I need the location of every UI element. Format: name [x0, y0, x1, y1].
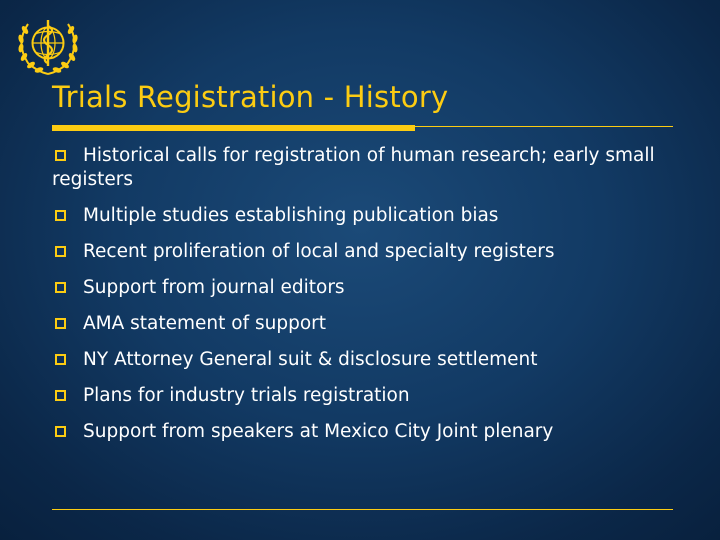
bullet-text: Recent proliferation of local and specialty registers	[83, 241, 555, 262]
bullet-item	[52, 240, 672, 264]
title-underline-thin	[415, 126, 673, 127]
title-underline-thick	[52, 125, 415, 131]
bullet-item	[52, 204, 672, 228]
bullet-item	[52, 276, 672, 300]
bullet-text: Multiple studies establishing publication bias	[83, 205, 499, 226]
bullet-text: NY Attorney General suit & disclosure settlement	[83, 349, 538, 370]
bullet-list	[52, 144, 672, 456]
hollow-square-icon	[55, 426, 66, 437]
footer-divider	[52, 509, 673, 510]
bullet-text: Support from journal editors	[83, 277, 345, 298]
bullet-item	[52, 384, 672, 408]
hollow-square-icon	[55, 354, 66, 365]
hollow-square-icon	[55, 390, 66, 401]
bullet-item	[52, 348, 672, 372]
hollow-square-icon	[55, 150, 66, 161]
bullet-text: Plans for industry trials registration	[83, 385, 410, 406]
hollow-square-icon	[55, 210, 66, 221]
bullet-text: Support from speakers at Mexico City Joint plenary	[83, 421, 554, 442]
hollow-square-icon	[55, 246, 66, 257]
bullet-item	[52, 144, 672, 192]
who-emblem-icon	[11, 12, 85, 78]
hollow-square-icon	[55, 318, 66, 329]
bullet-text: Historical calls for registration of human research; early small registers	[52, 145, 655, 190]
bullet-text: AMA statement of support	[83, 313, 327, 334]
bullet-item	[52, 420, 672, 444]
bullet-item	[52, 312, 672, 336]
hollow-square-icon	[55, 282, 66, 293]
slide-title: Trials Registration - History	[52, 80, 449, 114]
